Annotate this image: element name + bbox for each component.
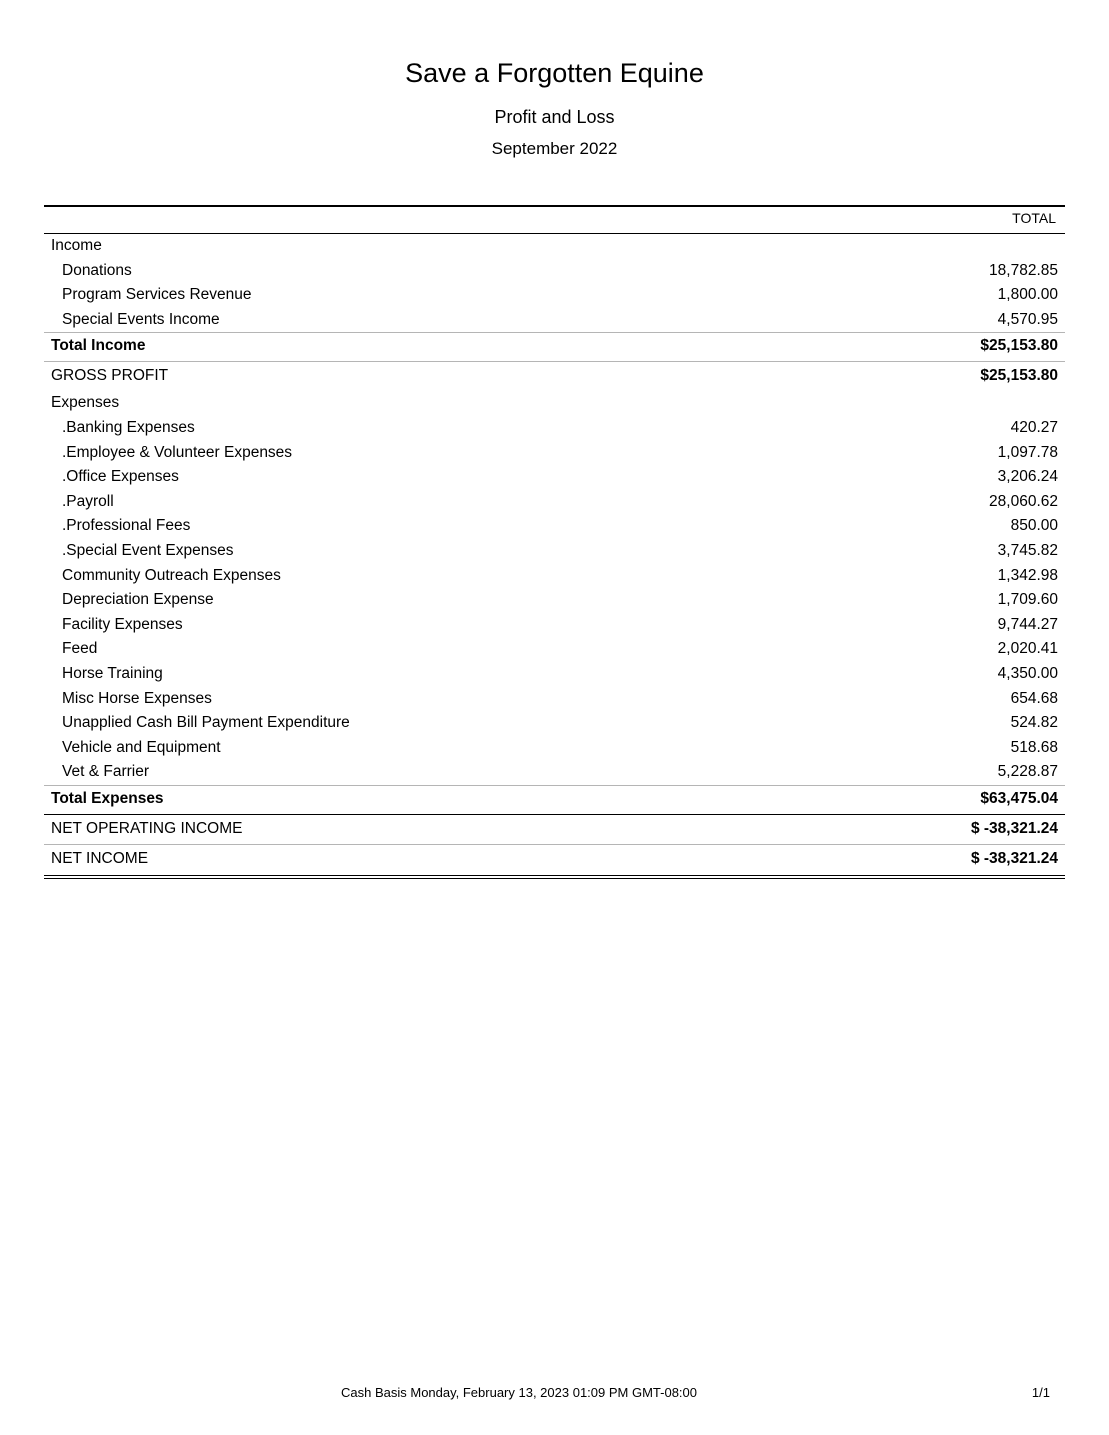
- income-label: Program Services Revenue: [62, 286, 252, 304]
- expense-amount: 654.68: [1010, 689, 1058, 707]
- total-expenses-row: [44, 785, 1065, 814]
- gross-profit-amount: $25,153.80: [980, 367, 1058, 385]
- expense-amount: 3,745.82: [997, 541, 1058, 559]
- expense-label: Vehicle and Equipment: [62, 738, 221, 756]
- profit-and-loss-table: [44, 205, 1065, 879]
- expense-label: Horse Training: [62, 664, 163, 682]
- expense-row: [44, 564, 1065, 589]
- income-heading-row: [44, 234, 1065, 259]
- expense-label: .Employee & Volunteer Expenses: [62, 443, 293, 461]
- total-expenses-label: Total Expenses: [51, 789, 164, 807]
- column-header-row: [44, 207, 1065, 234]
- net-income-row: [44, 844, 1065, 879]
- income-label: Donations: [62, 261, 132, 279]
- expense-label: .Payroll: [62, 492, 114, 510]
- total-income-row: [44, 332, 1065, 361]
- net-operating-income-amount: $ -38,321.24: [970, 819, 1058, 837]
- expense-row: [44, 416, 1065, 441]
- net-operating-income-label: NET OPERATING INCOME: [51, 819, 243, 837]
- footer-basis-timestamp: Cash Basis Monday, February 13, 2023 01:09 PM GMT-08:00: [341, 1385, 697, 1400]
- expense-label: .Professional Fees: [62, 517, 191, 535]
- expense-label: .Office Expenses: [62, 468, 179, 486]
- net-income-label: NET INCOME: [51, 849, 149, 867]
- expense-row: [44, 760, 1065, 785]
- expense-amount: 524.82: [1010, 714, 1058, 732]
- income-row: [44, 283, 1065, 308]
- expense-row: [44, 514, 1065, 539]
- expense-row: [44, 637, 1065, 662]
- report-period: September 2022: [491, 139, 618, 158]
- expense-label: Vet & Farrier: [62, 763, 149, 781]
- net-income-amount: $ -38,321.24: [970, 849, 1058, 867]
- gross-profit-label: GROSS PROFIT: [51, 367, 169, 385]
- income-heading: Income: [51, 237, 102, 254]
- expense-row: [44, 687, 1065, 712]
- net-operating-income-row: [44, 814, 1065, 844]
- column-header-total: TOTAL: [1012, 210, 1056, 226]
- organization-name: Save a Forgotten Equine: [405, 58, 704, 88]
- expense-amount: 1,709.60: [997, 591, 1058, 609]
- income-row: [44, 259, 1065, 284]
- expense-amount: 3,206.24: [997, 468, 1058, 486]
- expense-amount: 2,020.41: [997, 640, 1058, 658]
- expense-amount: 850.00: [1010, 517, 1058, 535]
- income-amount: 4,570.95: [997, 310, 1058, 328]
- expense-label: Facility Expenses: [62, 615, 183, 633]
- expense-amount: 4,350.00: [997, 664, 1058, 682]
- expense-row: [44, 588, 1065, 613]
- footer-page-number: 1/1: [1031, 1385, 1050, 1400]
- expense-label: Feed: [62, 640, 98, 658]
- expense-label: Misc Horse Expenses: [62, 689, 212, 707]
- income-label: Special Events Income: [62, 310, 220, 328]
- expense-label: Community Outreach Expenses: [62, 566, 281, 584]
- income-amount: 18,782.85: [989, 261, 1058, 279]
- total-income-amount: $25,153.80: [980, 337, 1058, 355]
- expenses-heading: Expenses: [51, 394, 120, 412]
- expense-row: [44, 736, 1065, 761]
- income-row: [44, 308, 1065, 333]
- total-expenses-amount: $63,475.04: [980, 789, 1058, 807]
- expense-row: [44, 465, 1065, 490]
- expense-label: .Banking Expenses: [62, 418, 195, 436]
- expense-amount: 1,097.78: [997, 443, 1058, 461]
- expense-label: Depreciation Expense: [62, 591, 214, 609]
- expense-amount: 1,342.98: [997, 566, 1058, 584]
- income-amount: 1,800.00: [997, 286, 1058, 304]
- expense-row: [44, 441, 1065, 466]
- expense-amount: 5,228.87: [997, 763, 1058, 781]
- gross-profit-row: [44, 361, 1065, 391]
- expense-row: [44, 711, 1065, 736]
- expense-row: [44, 662, 1065, 687]
- expense-label: Unapplied Cash Bill Payment Expenditure: [62, 714, 350, 732]
- expense-amount: 28,060.62: [989, 492, 1058, 510]
- expense-amount: 518.68: [1010, 738, 1058, 756]
- expense-amount: 9,744.27: [997, 615, 1058, 633]
- expense-row: [44, 613, 1065, 638]
- expense-label: .Special Event Expenses: [62, 541, 234, 559]
- report-title: Profit and Loss: [494, 107, 615, 127]
- total-income-label: Total Income: [51, 337, 146, 355]
- expenses-heading-row: [44, 391, 1065, 416]
- expense-row: [44, 539, 1065, 564]
- expense-row: [44, 490, 1065, 515]
- expense-amount: 420.27: [1010, 418, 1058, 436]
